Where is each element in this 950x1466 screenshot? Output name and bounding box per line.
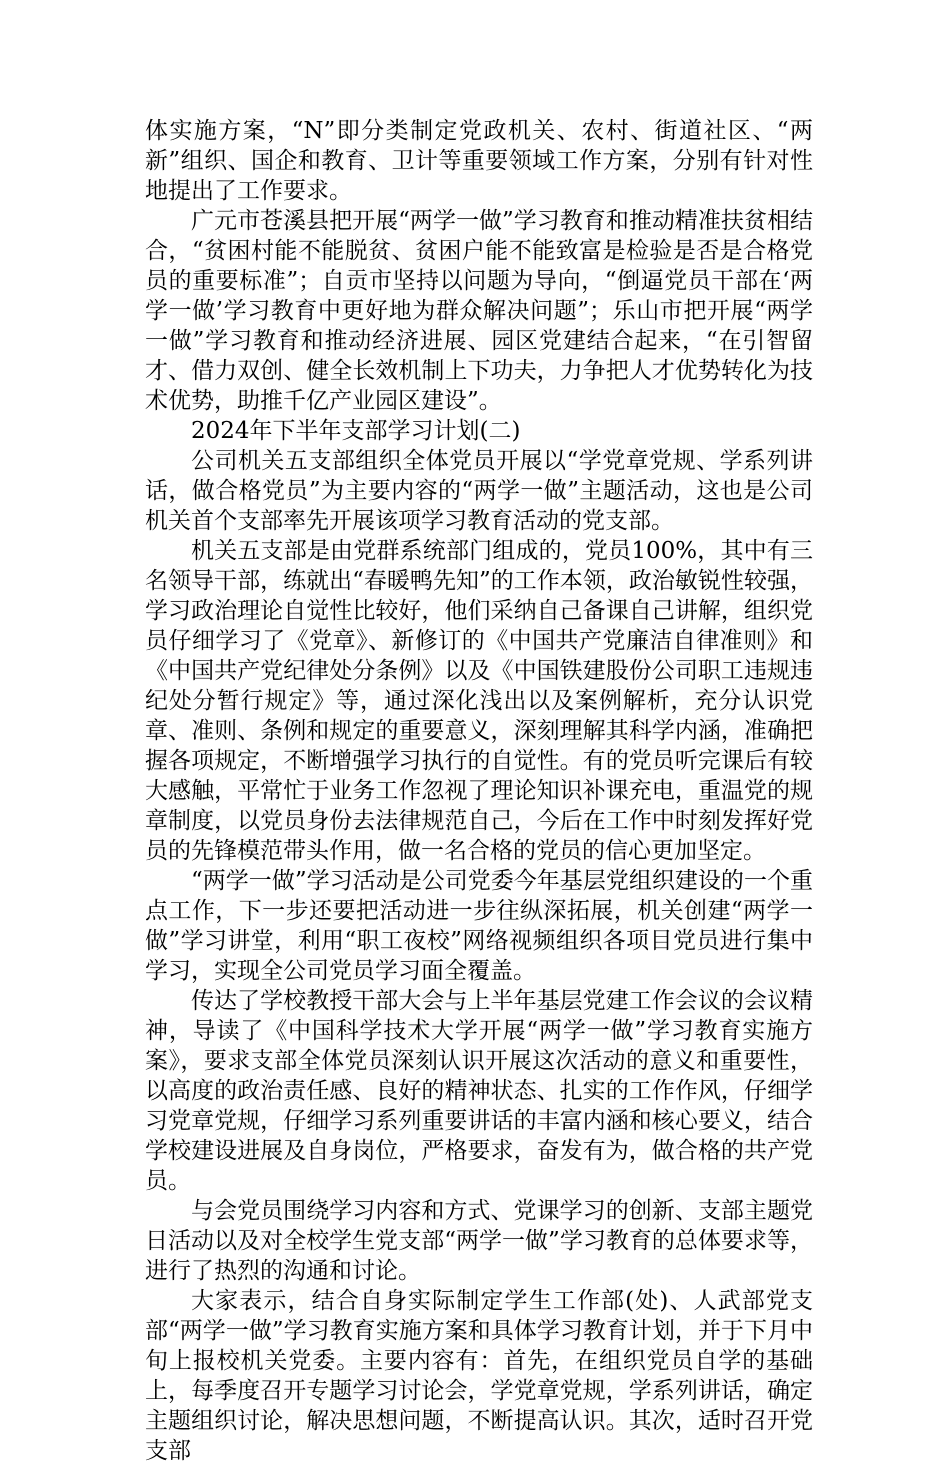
section-heading: 2024年下半年支部学习计划(二) xyxy=(191,418,521,444)
paragraph-guangyuan: 广元市苍溪县把开展“两学一做”学习教育和推动精准扶贫相结合，“贫困村能不能脱贫、贫困户能不能致富是检验是否是合格党员的重要标准”；自贡市坚持以问题为导向，“倒逼党员干部在‘两学一做’学习教育中更好地为群众解决问题”；乐山市把开展“两学一做”学习教育和推动经济进展、园区党建结合起来，“在引智留才、借力双创、健全长效机制上下功夫，力争把人才优势转化为技术优势，助推千亿产业园区建设”。 xyxy=(145,208,813,414)
paragraph-plan: 大家表示，结合自身实际制定学生工作部(处)、人武部党支部“两学一做”学习教育实施方案和具体学习教育计划，并于下月中旬上报校机关党委。主要内容有：首先，在组织党员自学的基础上，每季度召开专题学习讨论会，学党章党规，学系列讲话，确定主题组织讨论，解决思想问题，不断提高认识。其次，适时召开党支部 xyxy=(145,1288,813,1464)
paragraph-continuation: 体实施方案，“N”即分类制定党政机关、农村、街道社区、“两新”组织、国企和教育、卫计等重要领域工作方案，分别有针对性地提出了工作要求。 xyxy=(145,118,813,204)
document-page xyxy=(145,116,813,1466)
paragraph-next-steps: “两学一做”学习活动是公司党委今年基层党组织建设的一个重点工作，下一步还要把活动进一步往纵深拓展，机关创建“两学一做”学习讲堂，利用“职工夜校”网络视频组织各项目党员进行集中学习，实现全公司党员学习面全覆盖。 xyxy=(145,868,813,984)
paragraph-meeting-spirit: 传达了学校教授干部大会与上半年基层党建工作会议的会议精神，导读了《中国科学技术大学开展“两学一做”学习教育实施方案》，要求支部全体党员深刻认识开展这次活动的意义和重要性，以高度的政治责任感、良好的精神状态、扎实的工作作风，仔细学习党章党规，仔细学习系列重要讲话的丰富内涵和核心要义，结合学校建设进展及自身岗位，严格要求，奋发有为，做合格的共产党员。 xyxy=(145,988,813,1194)
paragraph-branch-activity: 公司机关五支部组织全体党员开展以“学党章党规、学系列讲话，做合格党员”为主要内容的“两学一做”主题活动，这也是公司机关首个支部率先开展该项学习教育活动的党支部。 xyxy=(145,448,813,534)
paragraph-discussion: 与会党员围绕学习内容和方式、党课学习的创新、支部主题党日活动以及对全校学生党支部“两学一做”学习教育的总体要求等，进行了热烈的沟通和讨论。 xyxy=(145,1198,813,1284)
paragraph-branch-members: 机关五支部是由党群系统部门组成的，党员100%，其中有三名领导干部，练就出“春暖鸭先知”的工作本领，政治敏锐性较强，学习政治理论自觉性比较好，他们采纳自己备课自己讲解，组织党员仔细学习了《党章》、新修订的《中国共产党廉洁自律准则》和《中国共产党纪律处分条例》以及《中国铁建股份公司职工违规违纪处分暂行规定》等，通过深化浅出以及案例解析，充分认识党章、准则、条例和规定的重要意义，深刻理解其科学内涵，准确把握各项规定，不断增强学习执行的自觉性。有的党员听完课后有较大感触，平常忙于业务工作忽视了理论知识补课充电，重温党的规章制度，以党员身份去法律规范自己，今后在工作中时刻发挥好党员的先锋模范带头作用，做一名合格的党员的信心更加坚定。 xyxy=(145,538,813,864)
